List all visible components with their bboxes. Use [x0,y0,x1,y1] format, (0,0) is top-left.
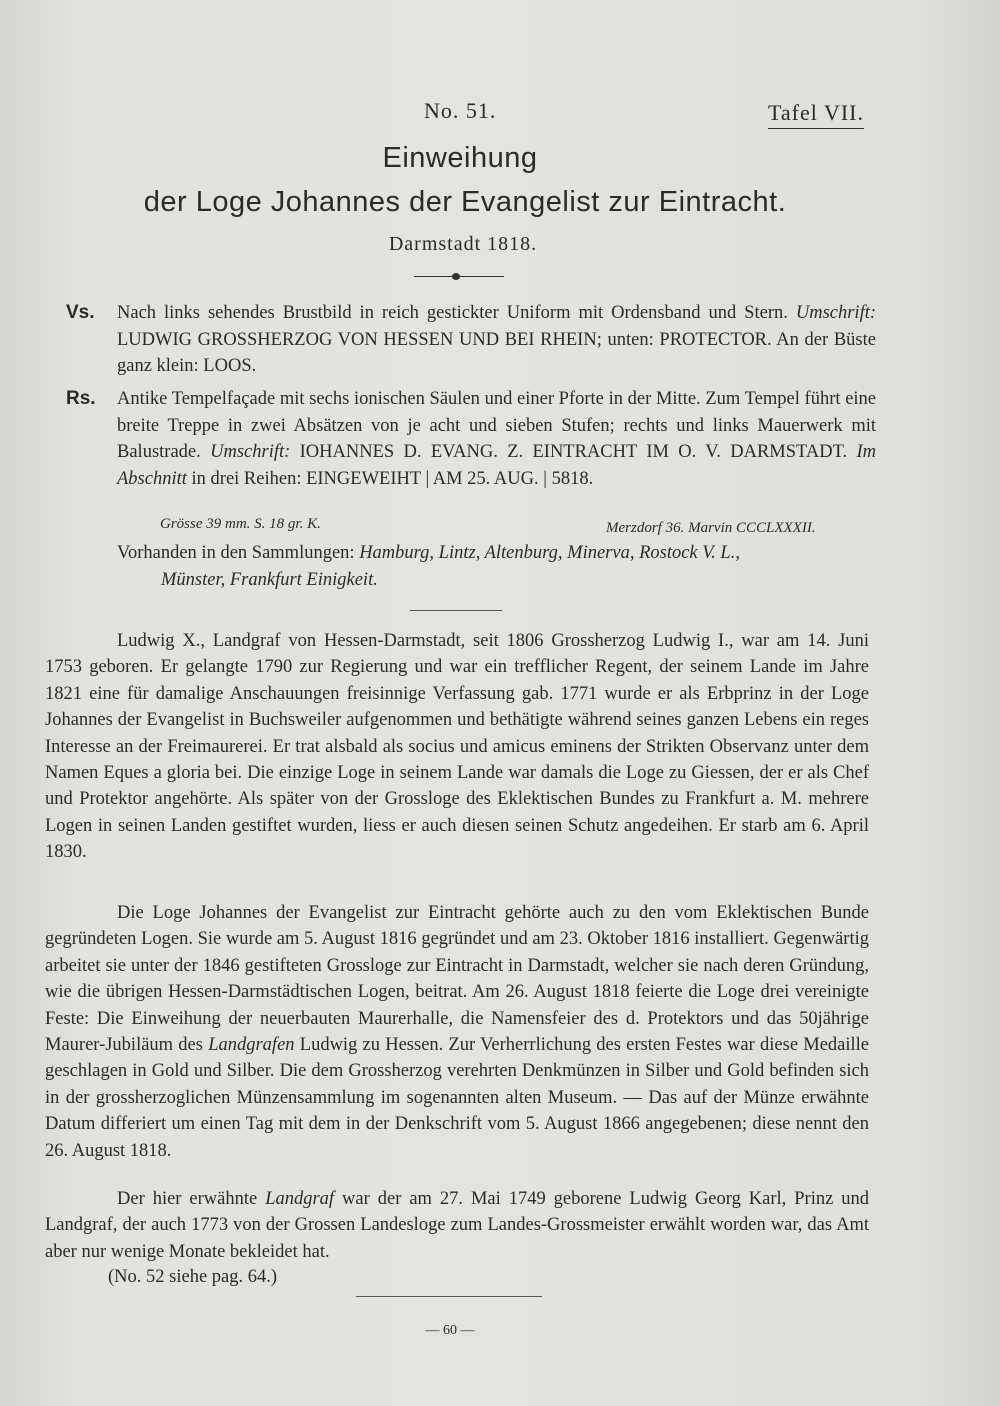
collections-label: Vorhanden in den Sammlungen: [117,543,355,563]
section-divider [410,610,502,611]
medal-number: No. 51. [424,98,497,123]
paragraph-landgraf-italic: Landgraf [265,1189,335,1209]
obverse-umschrift-label: Umschrift: [795,303,877,323]
paragraph-loge [45,900,869,1164]
paragraph-landgraf-b: war der am 27. Mai 1749 geborene Ludwig Georg Karl, Prinz und Landgraf, der auch 1773 von der Grossen Landesloge zum Landes-Grossmeister erwählt worden war, das Amt aber nur wenige Monate bekleidet hat. [45,1189,870,1262]
obverse-description [117,300,876,380]
title-line-2: der Loge Johannes der Evangelist zur Eintracht. [143,186,787,218]
reverse-section [66,386,876,492]
ornament-divider [414,276,504,278]
collections-list-1: Hamburg, Lintz, Altenburg, Minerva, Rostock V. L., [359,543,740,563]
title-line-1: Einweihung [382,142,538,174]
paragraph-landgraf-a: Der hier erwähnte [117,1189,258,1209]
paragraph-loge-a: Die Loge Johannes der Evangelist zur Eintracht gehörte auch zu den vom Eklektischen Bunde gegründeten Logen. Sie wurde am 5. August 1816 gegründet und am 23. Oktober 1816 installiert. Gegenwärtig arbeitet sie unter der 1846 gestifteten Grossloge zur Eintracht in Darmstadt, welcher sie nach deren Gründung, wie die übrigen Hessen-Darmstädtischen Logen, beitrat. Am 26. August 1818 feierte die Loge drei vereinigte Feste: Die Einweihung der neuerbauten Maurerhalle, die Namensfeier des d. Protektors und das 50jährige Maurer-Jubiläum des [45,903,869,1056]
plate-reference: Tafel VII. [768,100,864,129]
obverse-text-1: Nach links sehendes Brustbild in reich gestickter Uniform mit Ordensband und Stern. [117,303,788,323]
paragraph-loge-b: Ludwig zu Hessen. Zur Verherrlichung des ersten Festes war diese Medaille geschlagen in Gold und Silber. Die dem Grossherzog verehrten Denkmünzen in Silber und Gold befinden sich in der grossherzoglichen Münzensammlung im sogenannten alten Museum. — Das auf der Münze erwähnte Datum differiert um einen Tag mit dem in der Denkschrift vom 5. August 1866 angegebenen; diese nennt den 26. August 1818. [45,1035,870,1161]
paragraph-landgraf [45,1186,869,1265]
collections-section [117,540,877,593]
size-weight: Grösse 39 mm. S. 18 gr. K. [160,516,321,532]
obverse-label: Vs. [66,302,95,323]
reverse-description [117,386,876,492]
reverse-abschnitt-label: Im Abschnitt [117,442,877,489]
reverse-text-2: IOHANNES D. EVANG. Z. EINTRACHT IM O. V. DARMSTADT. [299,442,848,462]
collections-list-2: Münster, Frankfurt Einigkeit. [161,569,378,590]
closing-rule [356,1296,542,1297]
place-date: Darmstadt 1818. [388,233,538,255]
obverse-text-2: LUDWIG GROSSHERZOG VON HESSEN UND BEI RHEIN; unten: PROTECTOR. An der Büste ganz klein: LOOS. [117,329,876,376]
cross-reference-note: (No. 52 siehe pag. 64.) [108,1267,278,1287]
reverse-text-1: Antike Tempelfaçade mit sechs ionischen Säulen und einer Pforte in der Mitte. Zum Tempel führt eine breite Treppe in zwei Absätzen von je acht und sieben Stufen; rechts und links Mauerwerk mit Balustrade. [117,389,876,462]
reverse-text-3: in drei Reihen: EINGEWEIHT | AM 25. AUG. | 5818. [191,468,594,489]
reverse-umschrift-label: Umschrift: [210,442,291,462]
catalogue-references: Merzdorf 36. Marvin CCCLXXXII. [606,520,816,536]
page-number: — 60 — [425,1323,475,1338]
paragraph-loge-italic: Landgrafen [208,1035,295,1056]
obverse-section [66,300,876,380]
reverse-label: Rs. [66,388,96,409]
paragraph-ludwig: Ludwig X., Landgraf von Hessen-Darmstadt, seit 1806 Grossherzog Ludwig I., war am 14. Juni 1753 geboren. Er gelangte 1790 zur Regierung und war ein trefflicher Regent, der seinem Lande im Jahre 1821 eine für damalige Anschauungen freisinnige Verfassung gab. 1771 wurde er als Erbprinz in der Loge Johannes der Evangelist in Buchsweiler aufgenommen und bethätigte während seines ganzen Lebens ein reges Interesse an der Freimaurerei. Er trat alsbald als socius und amicus eminens der Strikten Observanz unter dem Namen Eques a gloria bei. Die einzige Loge in seinem Lande war damals die Loge zu Giessen, der er als Chef und Protektor angehörte. Als später von der Grossloge des Eklektischen Bundes zu Frankfurt a. M. mehrere Logen in seinen Landen gestiftet wurden, liess er auch diesen seinen Schutz angedeihen. Er starb am 6. April 1830. [45,631,869,863]
